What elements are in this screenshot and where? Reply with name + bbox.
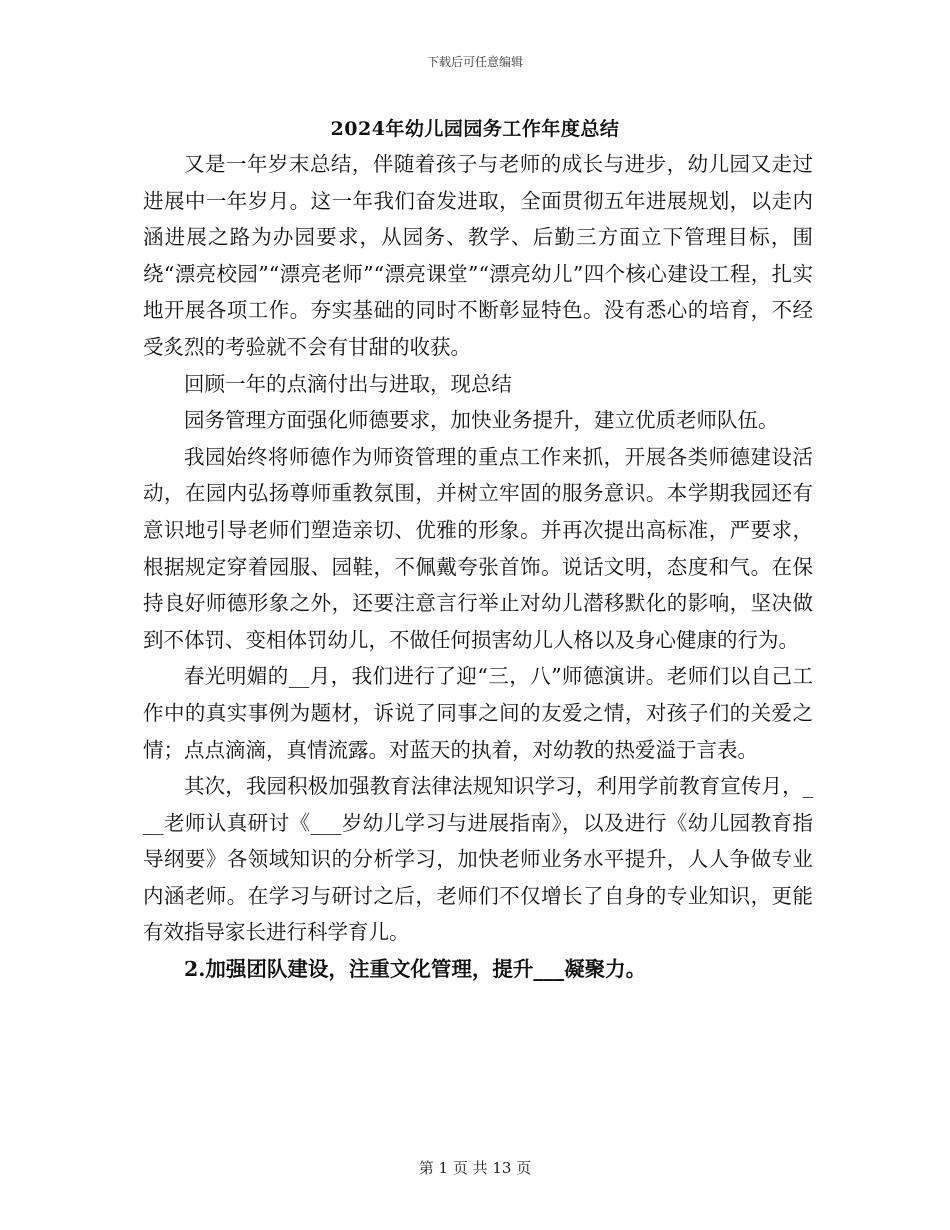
- document-body: [143, 146, 813, 988]
- page-number: 第 1 页 共 13 页: [418, 1159, 532, 1177]
- document-title: 2024年幼儿园园务工作年度总结: [330, 118, 620, 140]
- paragraph-teacher-ethics: 我园始终将师德作为师资管理的重点工作来抓，开展各类师德建设活动，在园内弘扬尊师重教氛围，并树立牢固的服务意识。本学期我园还有意识地引导老师们塑造亲切、优雅的形象。并再次提出高标准，严要求，根据规定穿着园服、园鞋，不佩戴夸张首饰。说话文明，态度和气。在保持良好师德形象之外，还要注意言行举止对幼儿潜移默化的影响，坚决做到不体罚、变相体罚幼儿，不做任何损害幼儿人格以及身心健康的行为。: [143, 444, 813, 652]
- paragraph-speech-event: 春光明媚的__月，我们进行了迎“三，八”师德演讲。老师们以自己工作中的真实事例为题材，诉说了同事之间的友爱之情，对孩子们的关爱之情；点点滴滴，真情流露。对蓝天的执着，对幼教的热爱溢于言表。: [143, 664, 813, 762]
- paragraph-intro: 又是一年岁末总结，伴随着孩子与老师的成长与进步，幼儿园又走过进展中一年岁月。这一年我们奋发进取，全面贯彻五年进展规划，以走内涵进展之路为办园要求，从园务、教学、后勤三方面立下管理目标，围绕“漂亮校园”“漂亮老师”“漂亮课堂”“漂亮幼儿”四个核心建设工程，扎实地开展各项工作。夯实基础的同时不断彰显特色。没有悉心的培育，不经受炙烈的考验就不会有甘甜的收获。: [143, 152, 813, 359]
- paragraph-review-lead: 回顾一年的点滴付出与进取，现总结: [184, 371, 512, 396]
- paragraph-management-summary: 园务管理方面强化师德要求，加快业务提升，建立优质老师队伍。: [184, 408, 779, 433]
- download-editable-note: 下载后可任意编辑: [426, 55, 523, 69]
- paragraph-law-study: 其次，我园积极加强教育法律法规知识学习，利用学前教育宣传月，___老师认真研讨《___岁幼儿学习与进展指南》，以及进行《幼儿园教育指导纲要》各领域知识的分析学习，加快老师业务水平提升，人人争做专业内涵老师。在学习与研讨之后，老师们不仅增长了自身的专业知识，更能有效指导家长进行科学育儿。: [143, 774, 813, 945]
- section-heading-team-building: 2.加强团队建设，注重文化管理，提升___凝聚力。: [184, 957, 647, 982]
